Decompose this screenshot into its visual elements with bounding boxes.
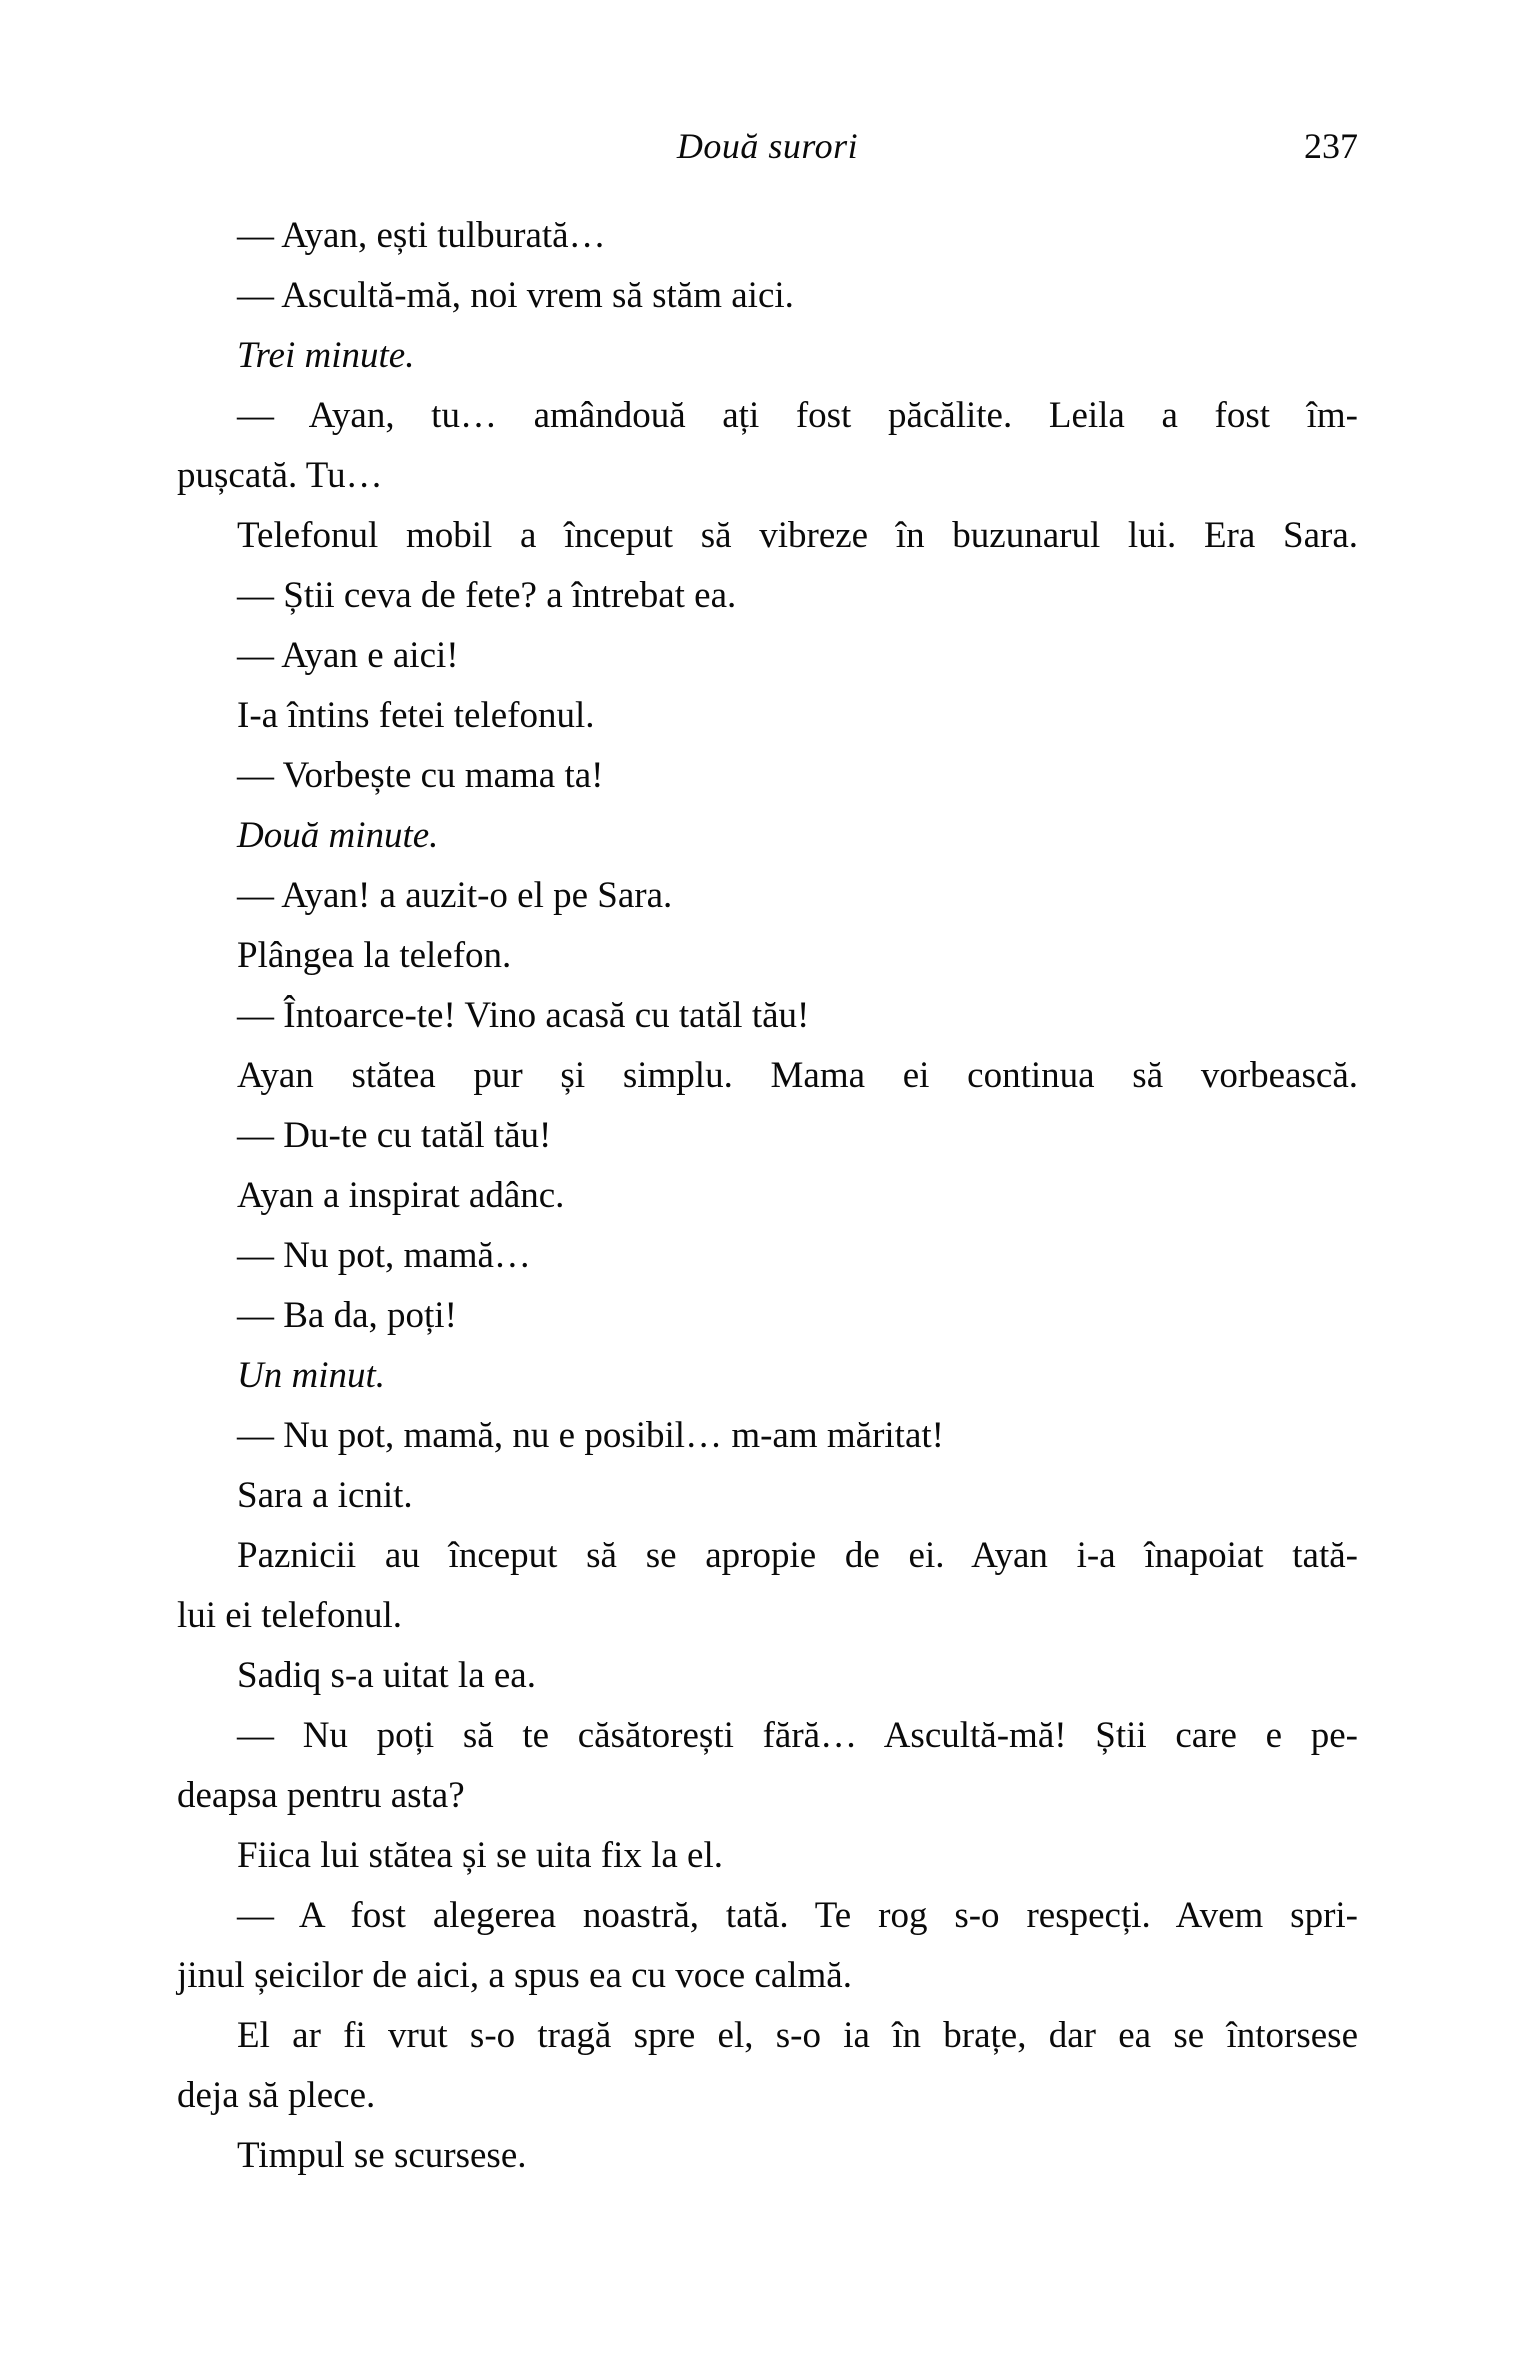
text-line: lui ei telefonul. bbox=[177, 1595, 403, 1636]
text-line: Ayan a inspirat adânc. bbox=[237, 1175, 565, 1216]
text-line: deapsa pentru asta? bbox=[177, 1775, 465, 1816]
text-line: — Ascultă-mă, noi vrem să stăm aici. bbox=[237, 275, 794, 316]
text-line: — Nu pot, mamă, nu e posibil… m-am măritat! bbox=[237, 1415, 944, 1456]
text-line: — Du-te cu tatăl tău! bbox=[237, 1115, 552, 1156]
text-line: — Nu poți să te căsătorești fără… Ascultă-mă! Știi care e pe- bbox=[237, 1715, 1358, 1756]
text-line: — A fost alegerea noastră, tată. Te rog s-o respecți. Avem spri- bbox=[237, 1895, 1358, 1936]
text-line: — Nu pot, mamă… bbox=[237, 1235, 531, 1276]
text-line: — Întoarce-te! Vino acasă cu tatăl tău! bbox=[237, 995, 810, 1036]
text-line: Trei minute. bbox=[237, 335, 415, 376]
page-number: 237 bbox=[1304, 126, 1358, 166]
text-line: Un minut. bbox=[237, 1355, 385, 1396]
text-line: pușcată. Tu… bbox=[177, 455, 383, 496]
text-line: — Ba da, poți! bbox=[237, 1295, 457, 1336]
page-header bbox=[177, 122, 1358, 170]
text-line: jinul șeicilor de aici, a spus ea cu voce calmă. bbox=[177, 1955, 852, 1996]
body-text bbox=[177, 206, 1358, 2186]
text-line: — Ayan, ești tulburată… bbox=[237, 215, 606, 256]
text-line: Telefonul mobil a început să vibreze în buzunarul lui. Era Sara. bbox=[237, 515, 1358, 556]
text-line: Ayan stătea pur și simplu. Mama ei continua să vorbească. bbox=[237, 1055, 1358, 1096]
text-line: deja să plece. bbox=[177, 2075, 376, 2116]
text-line: — Ayan, tu… amândouă ați fost păcălite. Leila a fost îm- bbox=[237, 395, 1358, 436]
text-line: El ar fi vrut s-o tragă spre el, s-o ia în brațe, dar ea se întorsese bbox=[237, 2015, 1358, 2056]
text-line: Paznicii au început să se apropie de ei. Ayan i-a înapoiat tată- bbox=[237, 1535, 1358, 1576]
text-line: — Vorbește cu mama ta! bbox=[237, 755, 604, 796]
text-line: Sara a icnit. bbox=[237, 1475, 413, 1516]
text-line: — Știi ceva de fete? a întrebat ea. bbox=[237, 575, 737, 616]
text-line: Două minute. bbox=[237, 815, 439, 856]
text-line: — Ayan! a auzit-o el pe Sara. bbox=[237, 875, 673, 916]
text-line: Timpul se scursese. bbox=[237, 2135, 527, 2176]
text-line: Fiica lui stătea și se uita fix la el. bbox=[237, 1835, 724, 1876]
text-line: I-a întins fetei telefonul. bbox=[237, 695, 595, 736]
text-line: Plângea la telefon. bbox=[237, 935, 512, 976]
running-head-title: Două surori bbox=[676, 126, 859, 166]
text-line: — Ayan e aici! bbox=[237, 635, 459, 676]
text-line: Sadiq s-a uitat la ea. bbox=[237, 1655, 536, 1696]
